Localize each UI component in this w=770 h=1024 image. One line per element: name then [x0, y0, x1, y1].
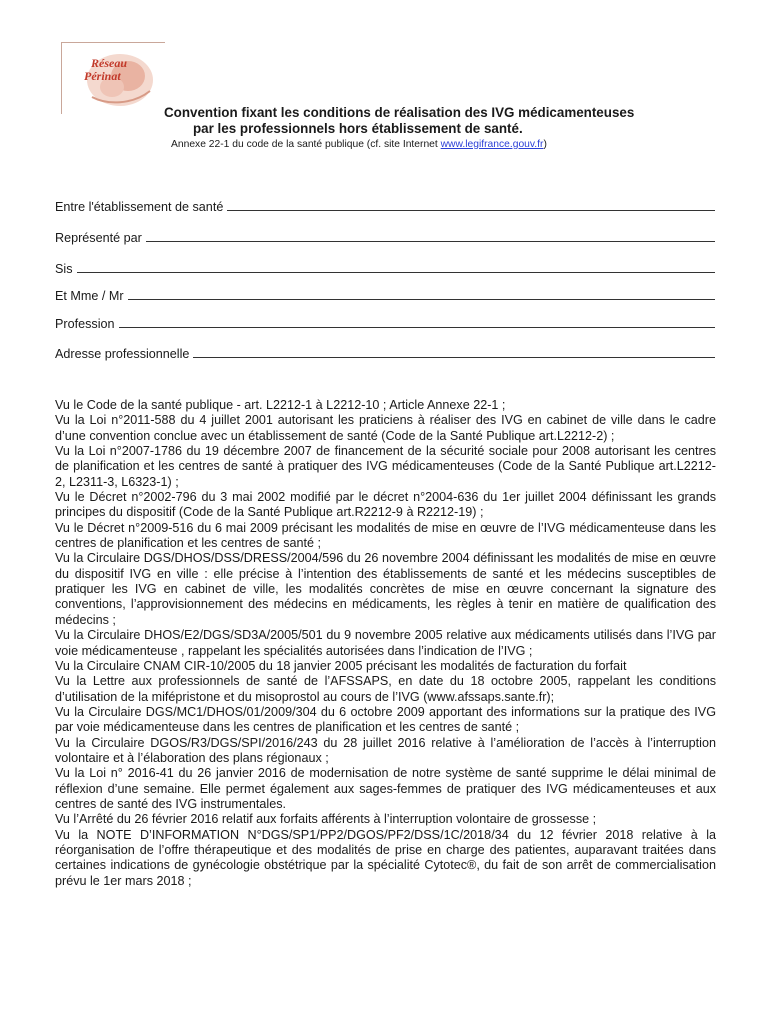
field-adresse-professionnelle [55, 346, 715, 362]
reference-paragraph: Vu le Code de la santé publique - art. L2212-1 à L2212-10 ; Article Annexe 22-1 ; [55, 398, 506, 412]
reference-paragraph: Vu la Loi n°2007-1786 du 19 décembre 2007 de financement de la sécurité sociale pour 2008 autorisant les centres de planification et les centres de santé à pratiquer des IVG médicamenteuses (Code de la Santé Publique art.L2212-2, L2311-3, L6323-1) ; [55, 444, 716, 489]
fill-in-blank[interactable] [128, 288, 715, 300]
reference-paragraph: Vu la Circulaire DHOS/E2/DGS/SD3A/2005/501 du 9 novembre 2005 relative aux médicaments utilisés dans l’IVG par voie médicamenteuse , rappelant les spécialités autorisées dans l’indication de l’IVG ; [55, 628, 716, 658]
field-label: Entre l'établissement de santé [55, 200, 224, 214]
reference-paragraph: Vu le Décret n°2002-796 du 3 mai 2002 modifié par le décret n°2004-636 du 1er juillet 2004 définissant les grands principes du dispositif (Code de la Santé Publique art.R2212-9 à R2212-19) ; [55, 490, 716, 520]
field-label: Sis [55, 262, 73, 276]
title-line-2: par les professionnels hors établissement de santé. [193, 121, 523, 136]
logo-text-reseau: Réseau [91, 56, 127, 70]
reference-paragraph: Vu la Circulaire DGS/MC1/DHOS/01/2009/304 du 6 octobre 2009 apportant des informations sur la pratique des IVG par voie médicamenteuse dans les centres de planification et les centres de santé ; [55, 704, 716, 735]
annex-prefix: Annexe 22-1 du code de la santé publique (cf. site Internet [171, 139, 441, 150]
field-label: Profession [55, 317, 115, 331]
fill-in-blank[interactable] [146, 230, 715, 242]
reference-paragraph: Vu l’Arrêté du 26 février 2016 relatif aux forfaits afférents à l’interruption volontaire de grossesse ; [55, 812, 597, 827]
field-etablissement [55, 199, 715, 215]
field-sis [55, 261, 715, 277]
annex-suffix: ) [543, 139, 547, 150]
reference-paragraph: Vu le Décret n°2009-516 du 6 mai 2009 précisant les modalités de mise en œuvre de l’IVG médicamenteuse dans les centres de planification et les centres de santé ; [55, 520, 716, 551]
fill-in-blank[interactable] [193, 346, 715, 358]
reference-paragraph: Vu la NOTE D’INFORMATION N°DGS/SP1/PP2/DGOS/PF2/DSS/1C/2018/34 du 12 février 2018 relative à la réorganisation de l’offre thérapeutique et des modalités de prise en charge des patientes, auparavant traitées dans certaines indications de gynécologie obstétrique par la spécialité Cytotec®, du fait de son arrêt de commercialisation prévu le 1er mars 2018 ; [55, 827, 716, 888]
reference-paragraph: Vu la Loi n° 2016-41 du 26 janvier 2016 de modernisation de notre système de santé supprime le délai minimal de réflexion d’une semaine. Elle permet également aux sages-femmes de pratiquer des IVG médicamenteuses et aux centres de santé des IVG instrumentales. [55, 766, 716, 811]
reference-paragraph: Vu la Lettre aux professionnels de santé de l’AFSSAPS, en date du 18 octobre 2005, rappelant les conditions d’utilisation de la mifépristone et du misoprostol au cours de l’IVG (www.afssaps.sante.fr); [55, 674, 716, 704]
field-label: Et Mme / Mr [55, 289, 124, 303]
document-title [164, 105, 734, 137]
reference-paragraph: Vu la Circulaire CNAM CIR-10/2005 du 18 janvier 2005 précisant les modalités de facturation du forfait [55, 658, 627, 673]
reference-paragraph: Vu la Circulaire DGS/DHOS/DSS/DRESS/2004/596 du 26 novembre 2004 définissant les modalités de mise en œuvre du dispositif IVG en ville : elle précise à l’intention des établissements de santé et les médecins susceptibles de pratiquer les IVG en cabinet de ville, les modalités concrètes de mise en œuvre concernant la signature des conventions, l’approvisionnement des médecins en médicaments, les règles à tenir en matière de qualification des médecins ; [55, 551, 716, 627]
fill-in-blank[interactable] [227, 199, 715, 211]
logo-text-perinat: Périnat [84, 69, 121, 83]
logo-graphic [62, 43, 165, 114]
network-logo [61, 42, 165, 114]
annex-reference [171, 138, 547, 151]
title-line-1: Convention fixant les conditions de réalisation des IVG médicamenteuses [164, 105, 635, 120]
field-profession [55, 316, 715, 332]
reference-paragraph: Vu la Circulaire DGOS/R3/DGS/SPI/2016/243 du 28 juillet 2016 relative à l’amélioration de l’accès à l’interruption volontaire et à l’élaboration des plans régionaux ; [55, 735, 716, 765]
reference-paragraph: Vu la Loi n°2011-588 du 4 juillet 2001 autorisant les praticiens à réaliser des IVG en cabinet de ville dans le cadre d’une convention conclue avec un établissement de santé (Code de la Santé Publique art.L2212-2) ; [55, 413, 716, 443]
field-mme-mr [55, 288, 715, 304]
legal-references [55, 398, 716, 889]
field-represente-par [55, 230, 715, 246]
fill-in-blank[interactable] [119, 316, 715, 328]
legifrance-link[interactable]: www.legifrance.gouv.fr [440, 139, 544, 150]
field-label: Représenté par [55, 231, 142, 245]
fill-in-blank[interactable] [77, 261, 716, 273]
field-label: Adresse professionnelle [55, 347, 190, 361]
